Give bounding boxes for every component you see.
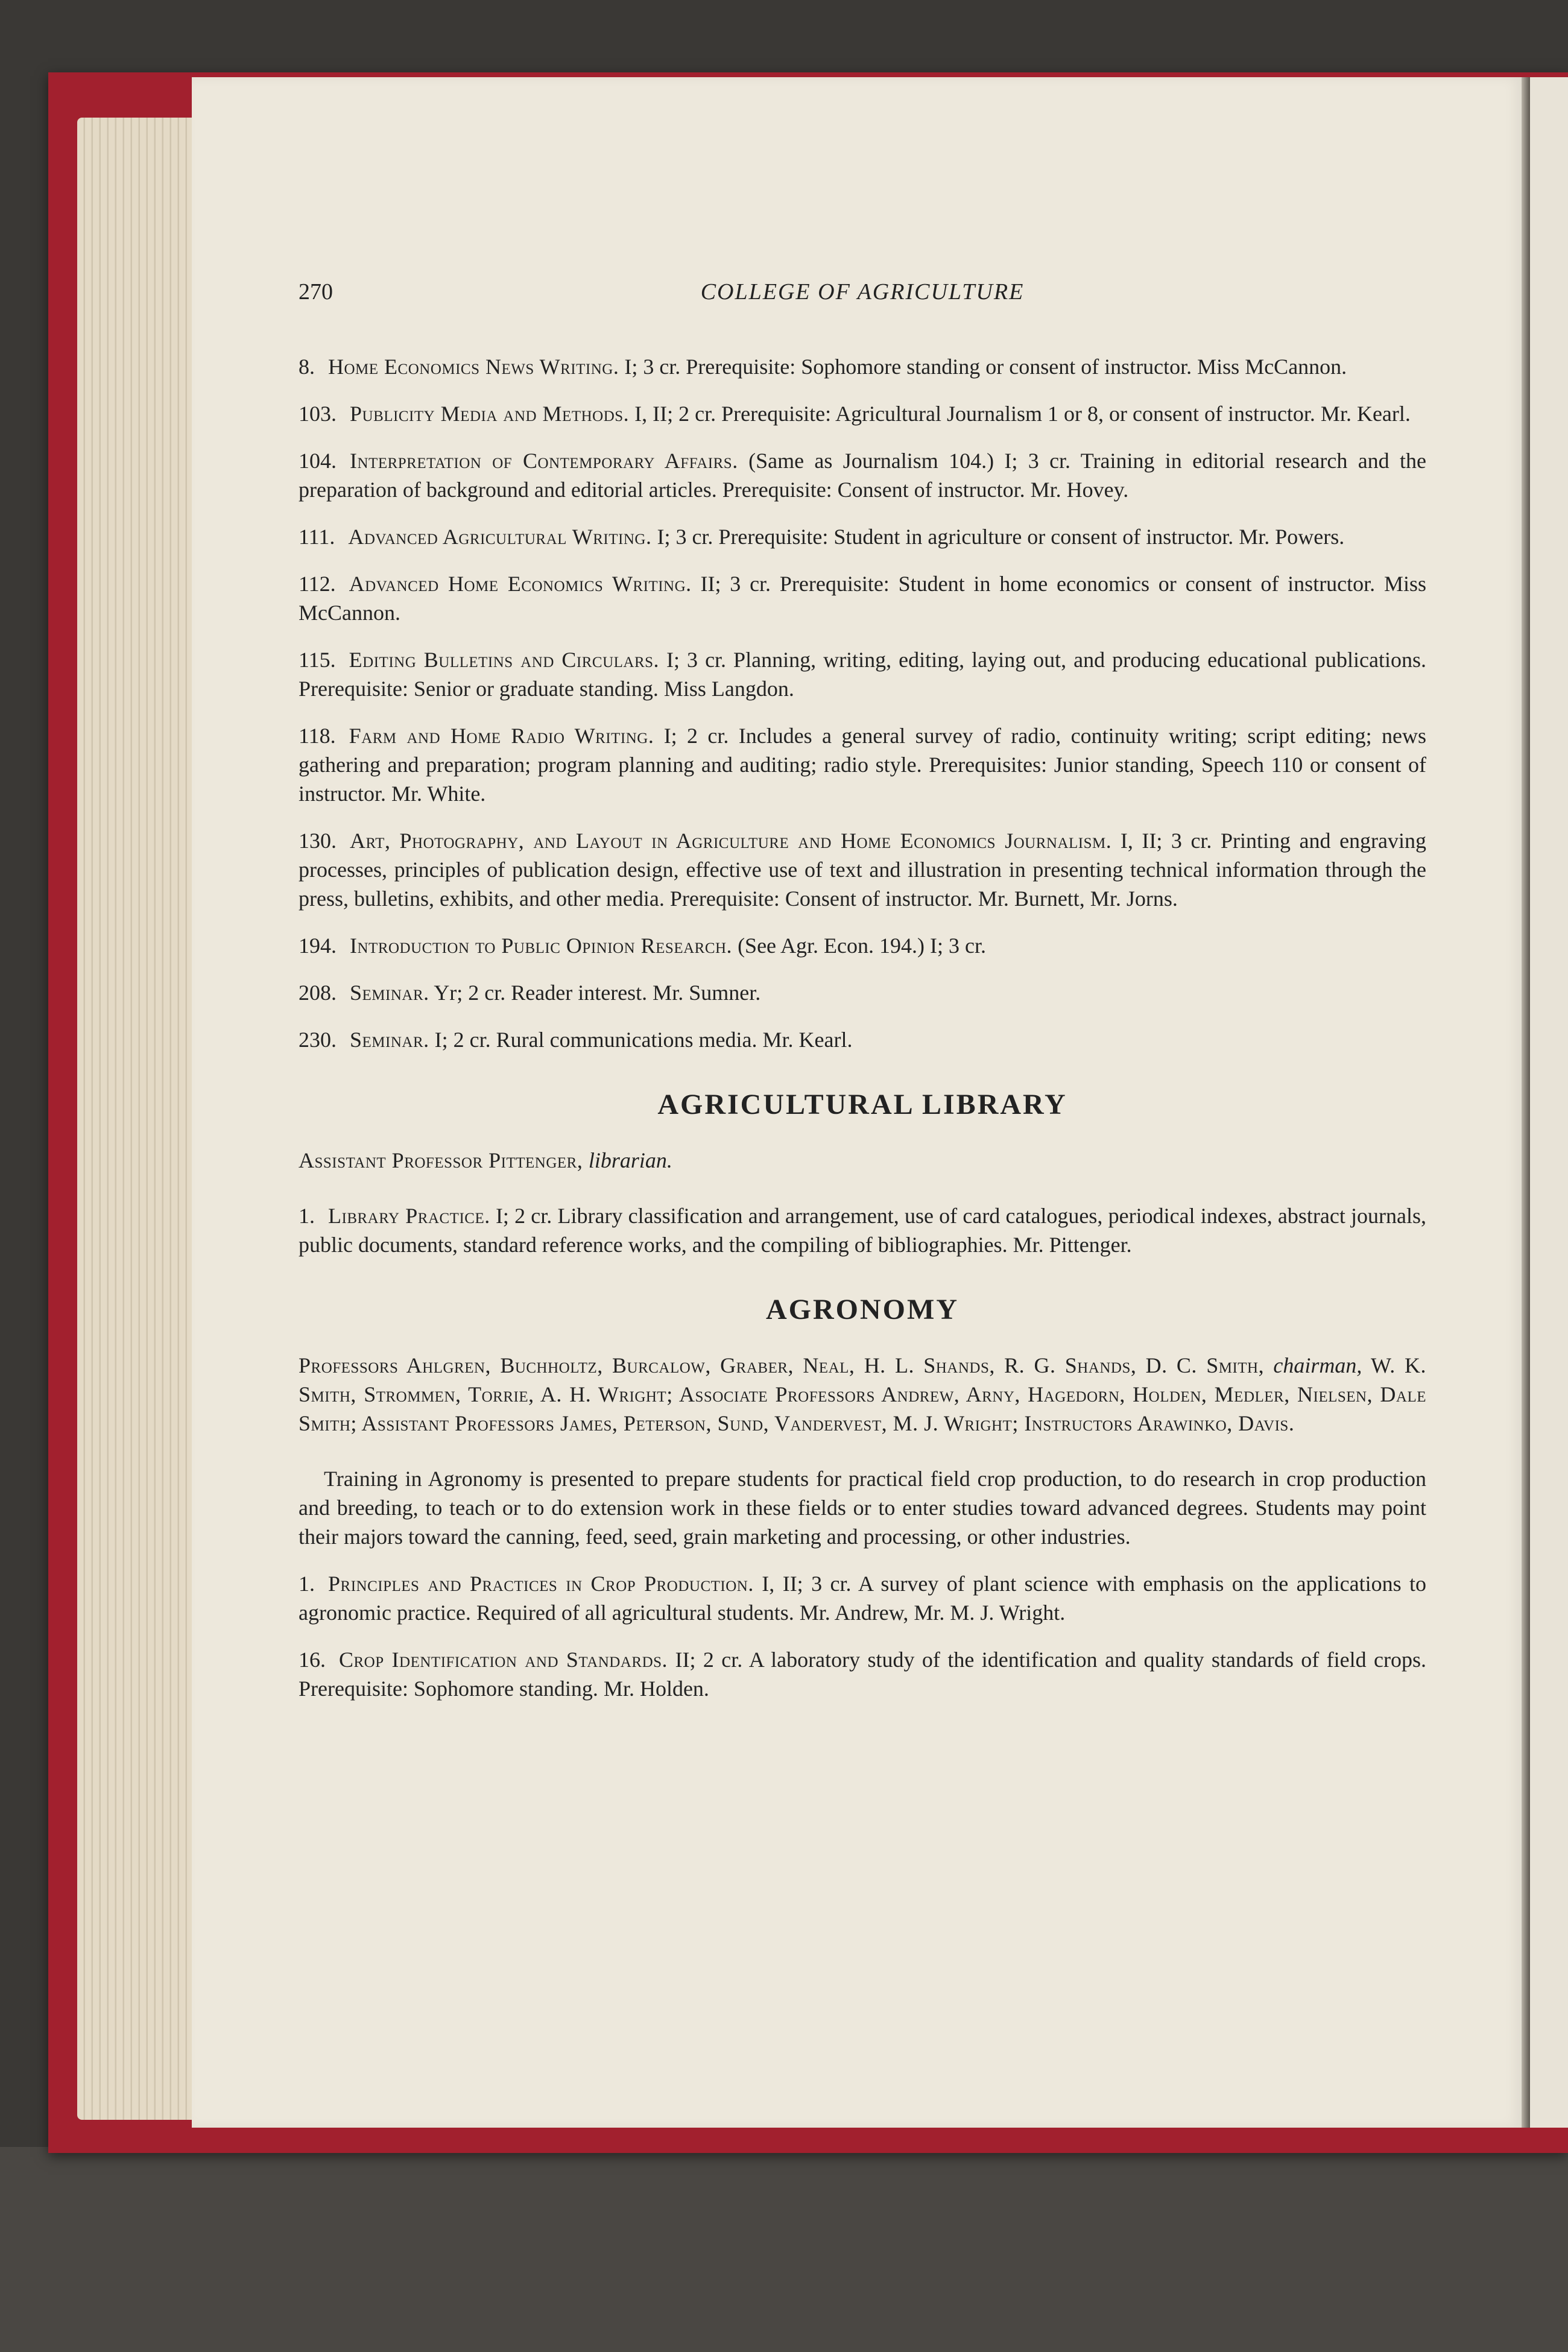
course-description: (See Agr. Econ. 194.) I; 3 cr.: [738, 934, 986, 958]
running-head: COLLEGE OF AGRICULTURE: [700, 279, 1025, 305]
section-heading-library: AGRICULTURAL LIBRARY: [657, 1089, 1067, 1121]
background-surface: [0, 2147, 1568, 2352]
course-description: I; 3 cr. Prerequisite: Sophomore standing or consent of instructor. Miss McCannon.: [624, 355, 1347, 379]
course-description: I, II; 3 cr. A survey of plant science with emphasis on the applications to agronomic practice. Required of all agricultural students. Mr. Andrew, Mr. M. J. Wright.: [299, 1572, 1427, 1625]
course-entry: 104. Interpretation of Contemporary Affairs. (Same as Journalism 104.) I; 3 cr. Training in editorial research and the preparation of background and editorial articles. Prerequisite: Consent of instructor. Mr. Hovey.: [299, 449, 1426, 502]
course-entry: 115. Editing Bulletins and Circulars. I; 3 cr. Planning, writing, editing, laying out, and producing educational publications. Prerequisite: Senior or graduate standing. Miss Langdon.: [299, 648, 1426, 701]
course-title: Advanced Agricultural Writing.: [348, 525, 652, 549]
course-entry: 118. Farm and Home Radio Writing. I; 2 cr. Includes a general survey of radio, continuity writing; script editing; news gathering and preparation; program planning and auditing; radio style. Prerequisites: Junior standing, Speech 110 or consent of instructor. Mr. White.: [299, 724, 1427, 806]
course-title: Crop Identification and Standards.: [339, 1648, 668, 1672]
course-entry: 103. Publicity Media and Methods. I, II; 2 cr. Prerequisite: Agricultural Journalism 1 or 8, or consent of instructor. Mr. Kearl.: [299, 402, 1411, 426]
course-entry: 111. Advanced Agricultural Writing. I; 3 cr. Prerequisite: Student in agriculture or consent of instructor. Mr. Powers.: [299, 525, 1345, 549]
course-title: Principles and Practices in Crop Production.: [328, 1572, 754, 1596]
course-description: Yr; 2 cr. Reader interest. Mr. Sumner.: [434, 981, 761, 1005]
course-description: I; 2 cr. Includes a general survey of radio, continuity writing; script editing; news gathering and preparation; program planning and auditing; radio style. Prerequisites: Junior standing, Speech 110 or consent of instructor. Mr. White.: [299, 724, 1427, 806]
course-description: I; 3 cr. Planning, writing, editing, laying out, and producing educational publications. Prerequisite: Senior or graduate standing. Miss Langdon.: [299, 648, 1426, 701]
course-title: Seminar.: [350, 1028, 429, 1052]
course-title: Seminar.: [350, 981, 429, 1005]
course-description: I, II; 3 cr. Printing and engraving processes, principles of publication design, effective use of text and illustration in presenting technical information through the press, bulletins, exhibits, and other media. Prerequisite: Consent of instructor. Mr. Burnett, Mr. Jorns.: [299, 829, 1427, 911]
section-heading-agronomy: AGRONOMY: [766, 1294, 959, 1326]
course-title: Publicity Media and Methods.: [350, 402, 630, 426]
course-entry: 194. Introduction to Public Opinion Research. (See Agr. Econ. 194.) I; 3 cr.: [299, 934, 986, 958]
agronomy-staff: Professors Ahlgren, Buchholtz, Burcalow, Graber, Neal, H. L. Shands, R. G. Shands, D. C. Smith, chairman, W. K. Smith, Strommen, Torrie, A. H. Wright; Associate Professors Andrew, Arny, Hagedorn, Holden, Medler, Nielsen, Dale Smith; Assistant Professors James, Peterson, Sund, Vandervest, M. J. Wright; Instructors Arawinko, Davis.: [299, 1353, 1426, 1435]
course-title: Interpretation of Contemporary Affairs.: [350, 449, 738, 473]
course-description: II; 2 cr. A laboratory study of the identification and quality standards of field crops. Prerequisite: Sophomore standing. Mr. Holden.: [299, 1648, 1427, 1701]
course-entry: 208. Seminar. Yr; 2 cr. Reader interest. Mr. Sumner.: [299, 981, 761, 1005]
agronomy-intro: Training in Agronomy is presented to prepare students for practical field crop production, to do research in crop production and breeding, to teach or to do extension work in these fields or to enter studies toward advanced degrees. Students may point their majors toward the canning, feed, seed, grain marketing and processing, or other industries.: [299, 1467, 1426, 1549]
course-description: I, II; 2 cr. Prerequisite: Agricultural Journalism 1 or 8, or consent of instructor. Mr. Kearl.: [634, 402, 1411, 426]
course-description: I; 3 cr. Prerequisite: Student in agriculture or consent of instructor. Mr. Powers.: [657, 525, 1345, 549]
page-number: 270: [299, 279, 333, 305]
facing-page-edge: [1530, 77, 1568, 2128]
course-title: Home Economics News Writing.: [328, 355, 619, 379]
page-header: [299, 277, 1426, 314]
course-title: Art, Photography, and Layout in Agriculture and Home Economics Journalism.: [350, 829, 1112, 853]
course-description: I; 2 cr. Library classification and arrangement, use of card catalogues, periodical indexes, abstract journals, public documents, standard reference works, and the compiling of bibliographies. Mr. Pittenger.: [299, 1204, 1427, 1257]
library-staff: Assistant Professor Pittenger, librarian.: [299, 1148, 672, 1172]
course-entry: 130. Art, Photography, and Layout in Agriculture and Home Economics Journalism. I, II; 3 cr. Printing and engraving processes, principles of publication design, effective use of text and illustration in presenting technical information through the press, bulletins, exhibits, and other media. Prerequisite: Consent of instructor. Mr. Burnett, Mr. Jorns.: [299, 829, 1427, 911]
course-description: I; 2 cr. Rural communications media. Mr. Kearl.: [434, 1028, 853, 1052]
book-gutter: [1522, 77, 1530, 2128]
course-title: Farm and Home Radio Writing.: [349, 724, 654, 748]
course-entry: 230. Seminar. I; 2 cr. Rural communications media. Mr. Kearl.: [299, 1028, 853, 1052]
journalism-course-list: [299, 352, 1426, 1054]
course-title: Library Practice.: [328, 1204, 490, 1228]
page-edges: [77, 118, 198, 2120]
course-entry: 16. Crop Identification and Standards. II; 2 cr. A laboratory study of the identification and quality standards of field crops. Prerequisite: Sophomore standing. Mr. Holden.: [299, 1648, 1427, 1701]
course-entry: 1. Library Practice. I; 2 cr. Library classification and arrangement, use of card catalogues, periodical indexes, abstract journals, public documents, standard reference works, and the compiling of bibliographies. Mr. Pittenger.: [299, 1204, 1427, 1257]
course-title: Advanced Home Economics Writing.: [349, 572, 692, 596]
course-title: Introduction to Public Opinion Research.: [350, 934, 733, 958]
course-description: (Same as Journalism 104.) I; 3 cr. Training in editorial research and the preparation of background and editorial articles. Prerequisite: Consent of instructor. Mr. Hovey.: [299, 449, 1426, 502]
course-description: II; 3 cr. Prerequisite: Student in home economics or consent of instructor. Miss McCannon.: [299, 572, 1427, 625]
course-entry: 8. Home Economics News Writing. I; 3 cr. Prerequisite: Sophomore standing or consent of instructor. Miss McCannon.: [299, 355, 1347, 379]
course-entry: 1. Principles and Practices in Crop Production. I, II; 3 cr. A survey of plant science with emphasis on the applications to agronomic practice. Required of all agricultural students. Mr. Andrew, Mr. M. J. Wright.: [299, 1572, 1427, 1625]
course-title: Editing Bulletins and Circulars.: [349, 648, 660, 672]
page-text: [299, 277, 1426, 1721]
course-entry: 112. Advanced Home Economics Writing. II; 3 cr. Prerequisite: Student in home economics or consent of instructor. Miss McCannon.: [299, 572, 1427, 625]
